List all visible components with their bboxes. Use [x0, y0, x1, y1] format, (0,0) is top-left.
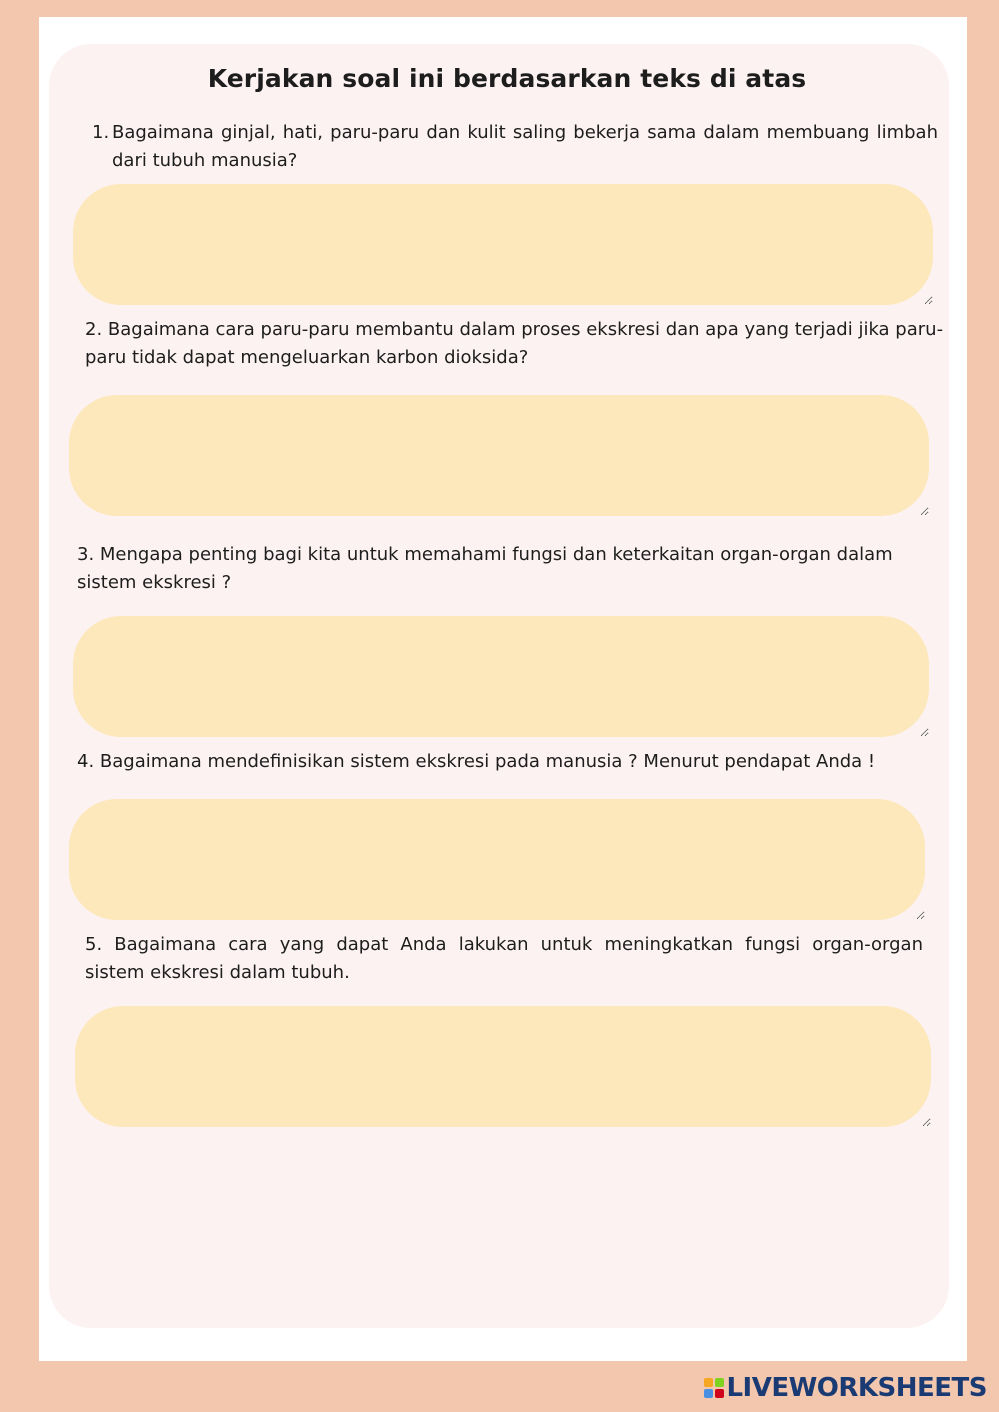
answer-box-2[interactable] [69, 395, 929, 516]
question-1-text: Bagaimana ginjal, hati, paru-paru dan kulit saling bekerja sama dalam membuang limbah dari tubuh manusia? [112, 122, 938, 171]
liveworksheets-logo[interactable] [704, 1372, 987, 1404]
liveworksheets-wordmark: LIVEWORKSHEETS [726, 1373, 987, 1403]
question-2: 2. Bagaimana cara paru-paru membantu dalam proses ekskresi dan apa yang terjadi jika paru-paru tidak dapat mengeluarkan karbon dioksida? [85, 319, 944, 368]
logo-square [715, 1378, 724, 1387]
worksheet-title: Kerjakan soal ini berdasarkan teks di atas [207, 64, 807, 93]
question-1 [92, 119, 938, 175]
answer-box-4[interactable] [69, 799, 925, 920]
answer-box-1[interactable] [73, 184, 933, 305]
logo-square [704, 1378, 713, 1387]
question-5: 5. Bagaimana cara yang dapat Anda lakukan untuk meningkatkan fungsi organ-organ sistem ekskresi dalam tubuh. [85, 934, 923, 983]
question-4: 4. Bagaimana mendefinisikan sistem ekskresi pada manusia ? Menurut pendapat Anda ! [77, 751, 876, 772]
logo-square [704, 1389, 713, 1398]
question-1-number: 1. [92, 122, 110, 143]
answer-box-3[interactable] [73, 616, 929, 737]
question-3: 3. Mengapa penting bagi kita untuk memahami fungsi dan keterkaitan organ-organ dalam sistem ekskresi ? [77, 544, 893, 593]
logo-square [715, 1389, 724, 1398]
liveworksheets-grid-icon [704, 1378, 724, 1398]
answer-box-5[interactable] [75, 1006, 931, 1127]
